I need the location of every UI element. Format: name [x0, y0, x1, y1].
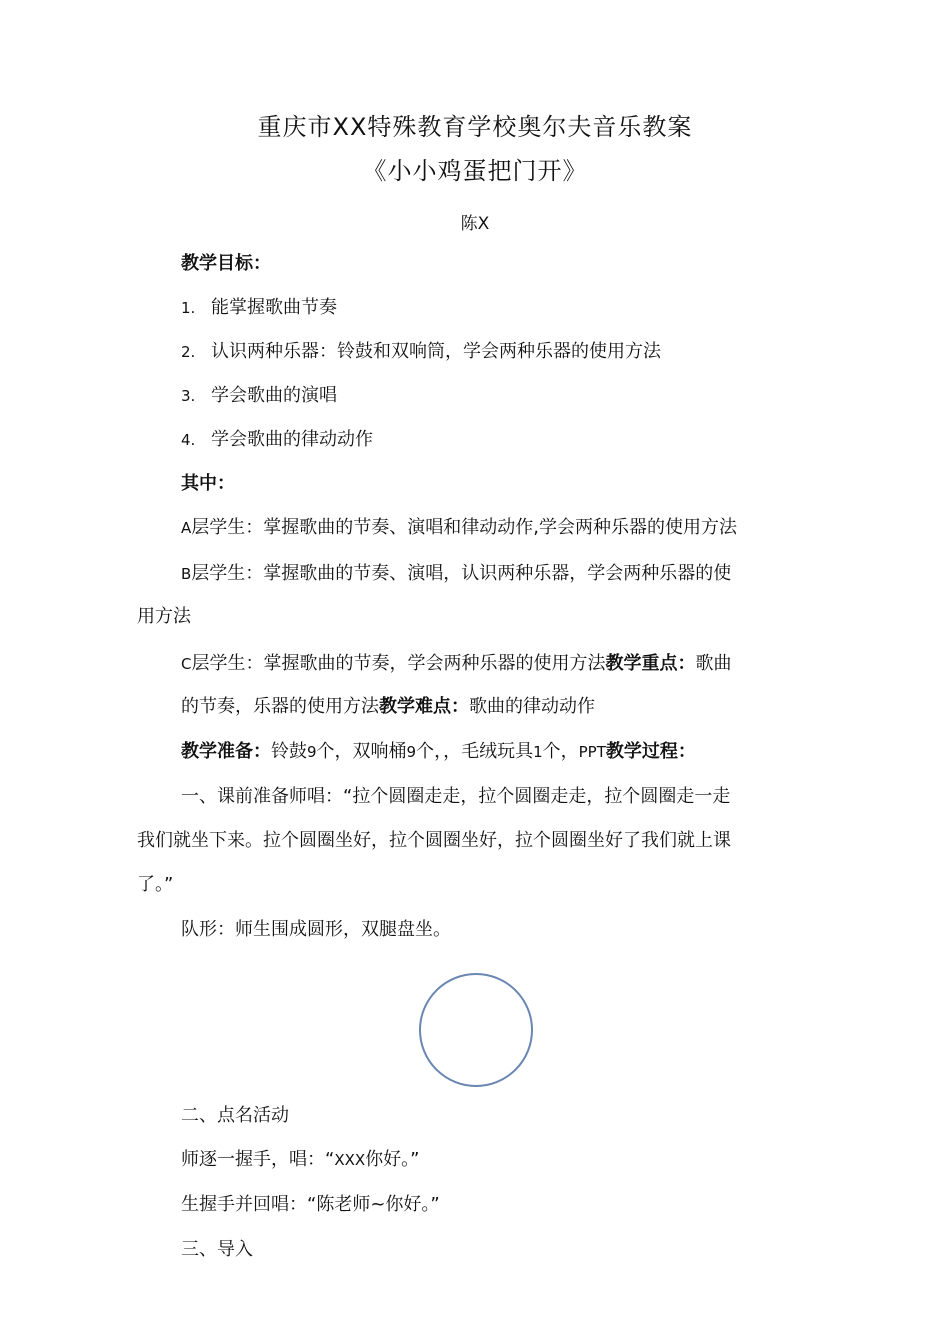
difficult-points-label: 教学难点：: [379, 696, 469, 717]
objective-number: 3.: [181, 387, 196, 405]
preparation-paragraph: [181, 739, 696, 765]
preparation-text-4: 个，: [542, 741, 579, 762]
level-b-prefix: B: [181, 565, 192, 583]
level-a-prefix: A: [181, 519, 192, 537]
objective-item: [181, 383, 337, 409]
section1-line3: 了。”: [137, 874, 174, 895]
section3-heading: 三、导入: [181, 1239, 253, 1260]
preparation-text-3: 个，，毛绒玩具: [416, 741, 534, 762]
objective-text: 能掌握歌曲节奏: [211, 297, 337, 318]
document-subtitle: 《小小鸡蛋把门开》: [362, 157, 588, 185]
preparation-count-2: 9: [406, 743, 417, 761]
key-points-label: 教学重点：: [605, 653, 696, 674]
objective-text: 学会歌曲的演唱: [211, 385, 337, 406]
document-title: 重庆市XX特殊教育学校奥尔夫音乐教案: [257, 113, 693, 141]
objectives-heading: 教学目标：: [181, 253, 271, 274]
section1-line1: 一、课前准备师唱：“拉个圆圈走走，拉个圆圈走走，拉个圆圈走一走: [181, 786, 731, 807]
objective-number: 1.: [181, 299, 196, 317]
preparation-text-1: 铃鼓: [271, 741, 307, 762]
section2-line1-c: 你好。”: [365, 1149, 420, 1170]
objective-text: 认识两种乐器：铃鼓和双响筒，学会两种乐器的使用方法: [211, 341, 661, 362]
objective-number: 4.: [181, 431, 196, 449]
objective-text: 学会歌曲的律动动作: [211, 429, 373, 450]
section2-line1-a: 师逐一握手，唱：“: [181, 1149, 335, 1170]
section1-line2: 我们就坐下来。拉个圆圈坐好，拉个圆圈坐好，拉个圆圈坐好了我们就上课: [137, 830, 731, 851]
section2-heading: 二、点名活动: [181, 1105, 289, 1126]
section2-line2: 生握手并回唱：“陈老师~你好。”: [181, 1194, 440, 1215]
key-points-text: 歌曲: [695, 653, 732, 674]
objective-item: [181, 295, 337, 321]
author-name: 陈X: [460, 214, 490, 234]
difficult-points-text: 歌曲的律动动作: [469, 696, 595, 717]
formation-text: 队形：师生围成圆形，双腿盘坐。: [181, 919, 451, 940]
objective-item: [181, 427, 373, 453]
level-c-prefix: C: [181, 655, 192, 673]
circle-formation-diagram: [419, 973, 533, 1087]
levels-heading: 其中：: [181, 473, 235, 494]
section2-line1: [181, 1147, 419, 1173]
preparation-text-2: 个，双响桶: [316, 741, 407, 762]
level-a-text: 层学生：掌握歌曲的节奏、演唱和律动动作,学会两种乐器的使用方法: [191, 517, 737, 538]
preparation-count-3: 1: [533, 743, 543, 761]
process-label: 教学过程：: [605, 741, 696, 762]
level-b-continuation: 用方法: [137, 606, 191, 627]
level-a-paragraph: [181, 515, 737, 541]
key-points-continuation: [181, 694, 595, 720]
key-points-text-2: 的节奏，乐器的使用方法: [181, 696, 379, 717]
level-b-paragraph: [181, 561, 731, 587]
level-b-text: 层学生：掌握歌曲的节奏、演唱，认识两种乐器，学会两种乐器的使: [191, 563, 732, 584]
preparation-ppt: PPT: [578, 743, 606, 761]
level-c-paragraph: [181, 651, 731, 677]
level-c-text: 层学生：掌握歌曲的节奏，学会两种乐器的使用方法: [191, 653, 606, 674]
objective-item: [181, 339, 661, 365]
objective-number: 2.: [181, 343, 196, 361]
section2-line1-b: XXX: [334, 1151, 366, 1169]
preparation-count-1: 9: [307, 743, 317, 761]
preparation-label: 教学准备：: [181, 741, 271, 762]
